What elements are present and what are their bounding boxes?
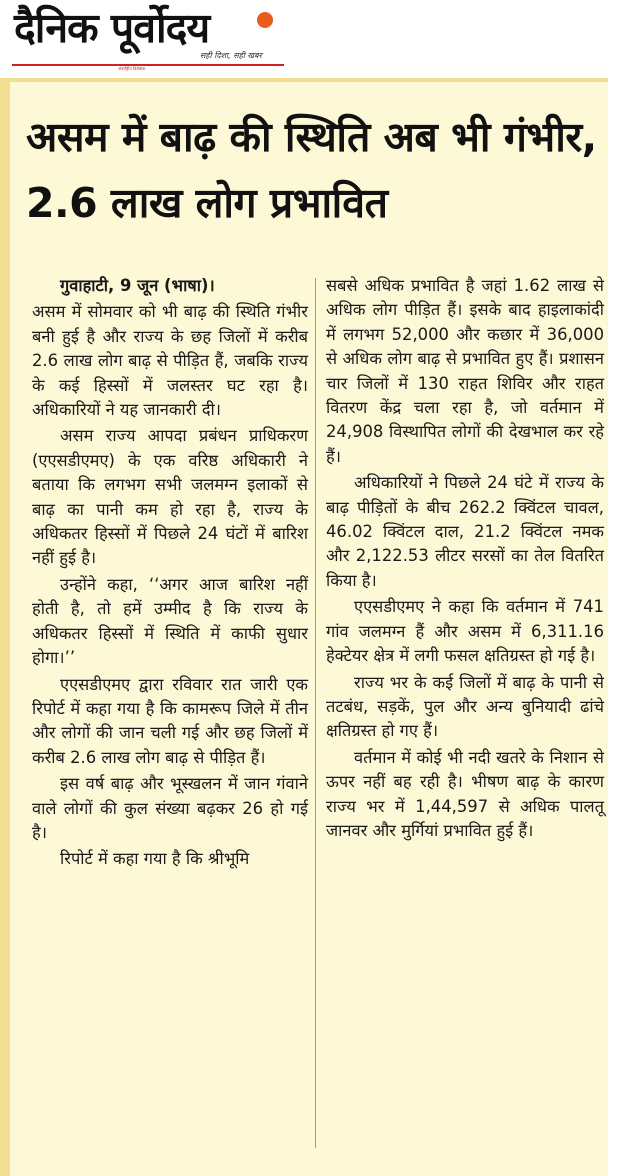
logo-dot-icon: [257, 12, 273, 28]
paragraph: अधिकारियों ने पिछले 24 घंटे में राज्य के बाढ़ पीड़ितों के बीच 262.2 क्विंटल चावल, 46.02 क्विंटल दाल, 21.2 क्विंटल नमक और 2,122.53 लीटर सरसों का तेल वितरित किया है।: [326, 473, 604, 590]
column-right: [326, 274, 604, 843]
dateline-paragraph: [32, 274, 308, 298]
paragraph: एएसडीएमए द्वारा रविवार रात जारी एक रिपोर्ट में कहा गया है कि कामरूप जिले में तीन और लोगों की जान चली गई और छह जिलों में करीब 2.6 लाख लोग बाढ़ से पीड़ित हैं।: [32, 674, 308, 767]
tagline: सही दिशा, सही खबर: [200, 51, 262, 60]
paragraph: राज्य भर के कई जिलों में बाढ़ के पानी से तटबंध, सड़कें, पुल और अन्य बुनियादी ढांचे क्षतिग्रस्त हो गए हैं।: [326, 672, 604, 741]
paragraph: उन्होंने कहा, ‘‘अगर आज बारिश नहीं होती है, तो हमें उम्मीद है कि राज्य के अधिकतर हिस्सों में स्थिति में काफी सुधार होगा।’’: [32, 574, 308, 668]
masthead: [0, 0, 620, 74]
masthead-rule: [12, 64, 284, 66]
headline: असम में बाढ़ की स्थिति अब भी गंभीर, 2.6 लाख लोग प्रभावित: [26, 113, 597, 227]
dateline: गुवाहाटी, 9 जून (भाषा)।: [60, 276, 215, 295]
newspaper-logo: दैनिक पूर्वोदय: [14, 4, 210, 52]
paragraph: सबसे अधिक प्रभावित है जहां 1.62 लाख से अधिक लोग पीड़ित हैं। इसके बाद हाइलाकांदी में लगभग 52,000 और कछार में 36,000 से अधिक लोग बाढ़ से प्रभावित हुए हैं। प्रशासन चार जिलों में 130 राहत शिविर और राहत वितरण केंद्र चला रहा है, जो वर्तमान में 24,908 विस्थापित लोगों की देखभाल कर रहे हैं।: [326, 276, 604, 466]
paragraph: असम में सोमवार को भी बाढ़ की स्थिति गंभीर बनी हुई है और राज्य के छह जिलों में करीब 2.6 लाख लोग बाढ़ से पीड़ित हैं, जबकि राज्य के कई हिस्सों में जलस्तर घट रहा है। अधिकारियों ने यह जानकारी दी।: [32, 302, 308, 420]
paragraph: असम राज्य आपदा प्रबंधन प्राधिकरण (एएसडीएमए) के एक वरिष्ठ अधिकारी ने बताया कि लगभग सभी जलमग्न इलाकों से बाढ़ का पानी कम हो रहा है, राज्य के अधिकतर हिस्सों में पिछले 24 घंटों में बारिश नहीं हुई है।: [32, 426, 308, 568]
paragraph: रिपोर्ट में कहा गया है कि श्रीभूमि: [60, 849, 250, 869]
column-left: [32, 274, 308, 872]
masthead-subline: अंतर्राष्ट्रीय विशेषांक: [118, 66, 146, 71]
column-divider: [315, 278, 316, 1148]
paragraph: वर्तमान में कोई भी नदी खतरे के निशान से ऊपर नहीं बह रही है। भीषण बाढ़ के कारण राज्य भर में 1,44,597 से अधिक पालतू जानवर और मुर्गियां प्रभावित हुई हैं।: [326, 747, 604, 840]
paragraph: इस वर्ष बाढ़ और भूस्खलन में जान गंवाने वाले लोगों की कुल संख्या बढ़कर 26 हो गई है।: [32, 774, 308, 842]
paragraph: एएसडीएमए ने कहा कि वर्तमान में 741 गांव जलमग्न हैं और असम में 6,311.16 हेक्टेयर क्षेत्र में लगी फसल क्षतिग्रस्त हो गई है।: [326, 597, 604, 666]
